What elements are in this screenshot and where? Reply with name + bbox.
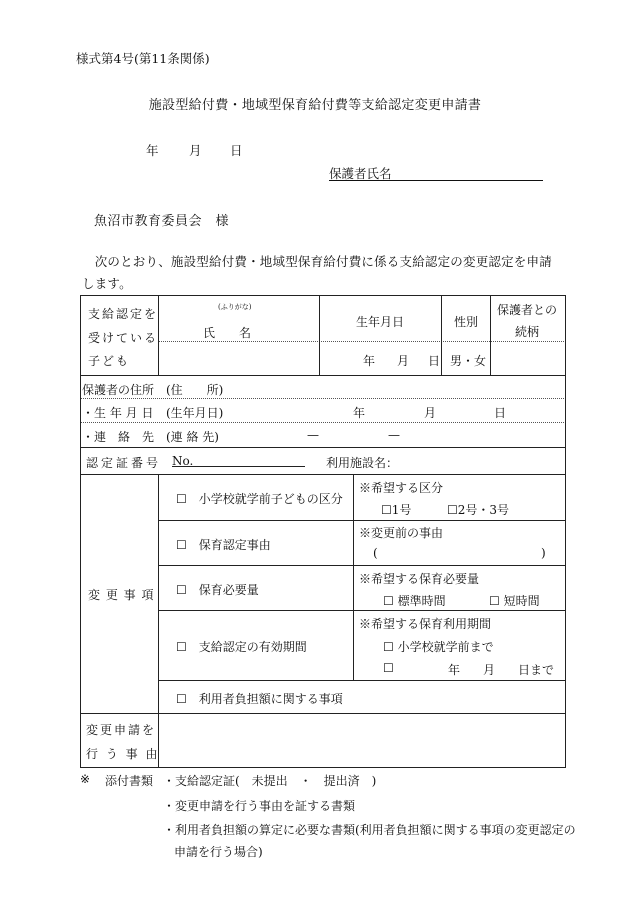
prev-reason-field[interactable] [381,546,541,560]
guardian-contact-label: ・連 絡 先 [82,430,155,444]
option-type-2-3[interactable]: ☐2号・3号 [447,503,510,517]
guardian-name-field[interactable] [397,180,543,181]
certificate-no-label: No. [172,454,194,468]
attachment-item-1: ・支給認定証( 未提出 ・ 提出済 ) [163,774,377,788]
child-section-label-3: 子ども [88,354,131,368]
child-relation-label-2: 続柄 [515,325,540,339]
option-type-1[interactable]: ☐1号 [381,503,412,517]
attachment-item-3: ・利用者負担額の算定に必要な書類(利用者負担額に関する事項の変更認定の [163,823,576,837]
form-number: 様式第4号(第11条関係) [76,51,210,66]
option-until-school[interactable]: ☐ 小学校就学前まで [383,640,494,654]
guardian-birth-year: 年 [353,406,366,420]
child-gender-label: 性別 [454,315,479,329]
certificate-label: 認定証番号 [86,456,162,470]
change-note-amount: ※希望する保育必要量 [359,572,480,586]
change-item-reason[interactable]: ☐ 保育認定事由 [176,538,271,552]
child-gender-options[interactable]: 男・女 [450,354,487,368]
reason-field[interactable] [160,715,564,765]
date-day: 日 [230,143,243,158]
guardian-name-underline [329,180,397,181]
until-year: 年 [448,663,461,677]
change-note-prev-reason: ※変更前の事由 [359,526,444,540]
change-item-child-category[interactable]: ☐ 小学校就学前子どもの区分 [176,492,343,506]
intro-text: 次のとおり、施設型給付費・地域型保育給付費に係る支給認定の変更認定を申請します。 [82,254,552,291]
change-item-user-fee[interactable]: ☐ 利用者負担額に関する事項 [176,692,343,706]
until-day: 日まで [518,663,555,677]
date-year: 年 [146,143,159,158]
furigana-label: (ふりがな) [218,303,252,311]
attachment-item-2: ・変更申請を行う事由を証する書類 [163,799,356,813]
change-item-validity[interactable]: ☐ 支給認定の有効期間 [176,640,307,654]
guardian-birth-label: ・生 年 月 日 [82,406,154,420]
child-birth-label: 生年月日 [356,315,405,329]
document-title: 施設型給付費・地域型保育給付費等支給認定変更申請書 [148,98,482,113]
certificate-no-field[interactable] [172,466,305,467]
option-until-date[interactable]: ☐ [383,661,394,675]
date-month: 月 [189,143,202,158]
change-item-amount[interactable]: ☐ 保育必要量 [176,583,259,597]
attachments-heading: 添付書類 [105,774,154,788]
prev-reason-paren-open: ( [373,546,378,560]
contact-dash-1: — [307,428,319,442]
contact-dash-2: — [388,428,400,442]
change-note-category: ※希望する区分 [359,481,444,495]
guardian-address-label: 保護者の住所 [82,383,155,397]
attachments-mark: ※ [80,772,91,786]
facility-label: 利用施設名： [326,456,399,470]
reason-label-2: 行 う 事 由 [86,747,160,761]
child-relation-label-1: 保護者との [497,303,558,317]
attachment-item-3b: 申請を行う場合) [174,845,263,859]
guardian-birth-month: 月 [424,406,437,420]
prev-reason-paren-close: ) [541,546,546,560]
until-month: 月 [483,663,496,677]
child-birth-month: 月 [397,354,410,368]
option-standard-time[interactable]: ☐ 標準時間 [383,594,446,608]
guardian-birth-day: 日 [494,406,507,420]
child-section-label-2: 受けている [88,331,159,345]
changes-label: 変 更 事 項 [88,588,155,602]
child-section-label-1: 支給認定を [88,307,159,321]
option-short-time[interactable]: ☐ 短時間 [489,594,540,608]
child-name-label: 氏 名 [203,326,252,340]
addressee: 魚沼市教育委員会 様 [94,214,230,229]
guardian-contact-field[interactable]: (連 絡 先) [166,430,219,444]
child-birth-year: 年 [363,354,376,368]
guardian-birth-field[interactable]: (生年月日) [166,406,224,420]
guardian-name-label: 保護者氏名 [329,166,392,181]
change-note-period: ※希望する保育利用期間 [359,617,492,631]
child-birth-day: 日 [428,354,441,368]
reason-label-1: 変更申請を [86,723,157,737]
guardian-address-field[interactable]: (住 所) [166,383,224,397]
